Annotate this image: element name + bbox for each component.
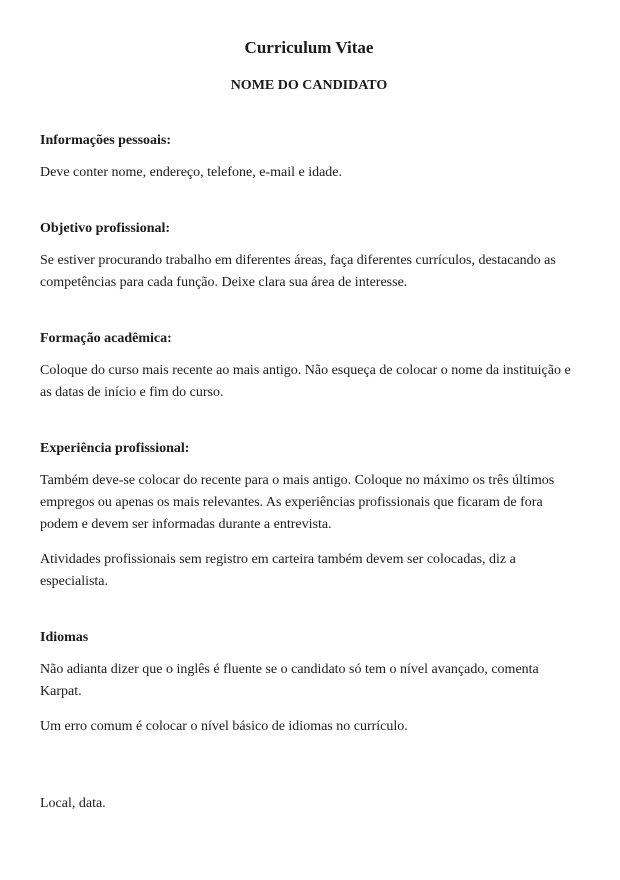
section-heading: Informações pessoais:	[40, 133, 172, 148]
section-paragraph: Coloque do curso mais recente ao mais antigo. Não esqueça de colocar o nome da instituição e as datas de início e fim do curso.	[40, 363, 571, 400]
section-paragraph: Um erro comum é colocar o nível básico de idiomas no currículo.	[40, 719, 408, 734]
section-paragraph: Não adianta dizer que o inglês é fluente se o candidato só tem o nível avançado, comenta Karpat.	[40, 662, 539, 699]
document-title: Curriculum Vitae	[244, 38, 374, 57]
section-heading: Objetivo profissional:	[40, 221, 171, 236]
document-header	[40, 36, 578, 96]
section-informacoes-pessoais	[40, 130, 578, 184]
section-paragraph: Se estiver procurando trabalho em diferentes áreas, faça diferentes currículos, destacando as competências para cada função. Deixe clara sua área de interesse.	[40, 253, 556, 290]
footer-local-date: Local, data.	[40, 796, 106, 811]
section-paragraph: Atividades profissionais sem registro em carteira também devem ser colocadas, diz a especialista.	[40, 552, 516, 589]
section-paragraph: Também deve-se colocar do recente para o mais antigo. Coloque no máximo os três últimos empregos ou apenas os mais relevantes. As experiências profissionais que ficaram de fora podem e devem ser informadas durante a entrevista.	[40, 473, 555, 532]
section-formacao-academica	[40, 328, 578, 404]
section-objetivo-profissional	[40, 218, 578, 294]
section-idiomas	[40, 627, 578, 738]
candidate-name-placeholder: NOME DO CANDIDATO	[230, 78, 388, 93]
section-experiencia-profissional	[40, 438, 578, 593]
section-heading: Formação acadêmica:	[40, 331, 172, 346]
section-heading: Idiomas	[40, 630, 89, 645]
section-heading: Experiência profissional:	[40, 441, 190, 456]
section-paragraph: Deve conter nome, endereço, telefone, e-mail e idade.	[40, 165, 343, 180]
